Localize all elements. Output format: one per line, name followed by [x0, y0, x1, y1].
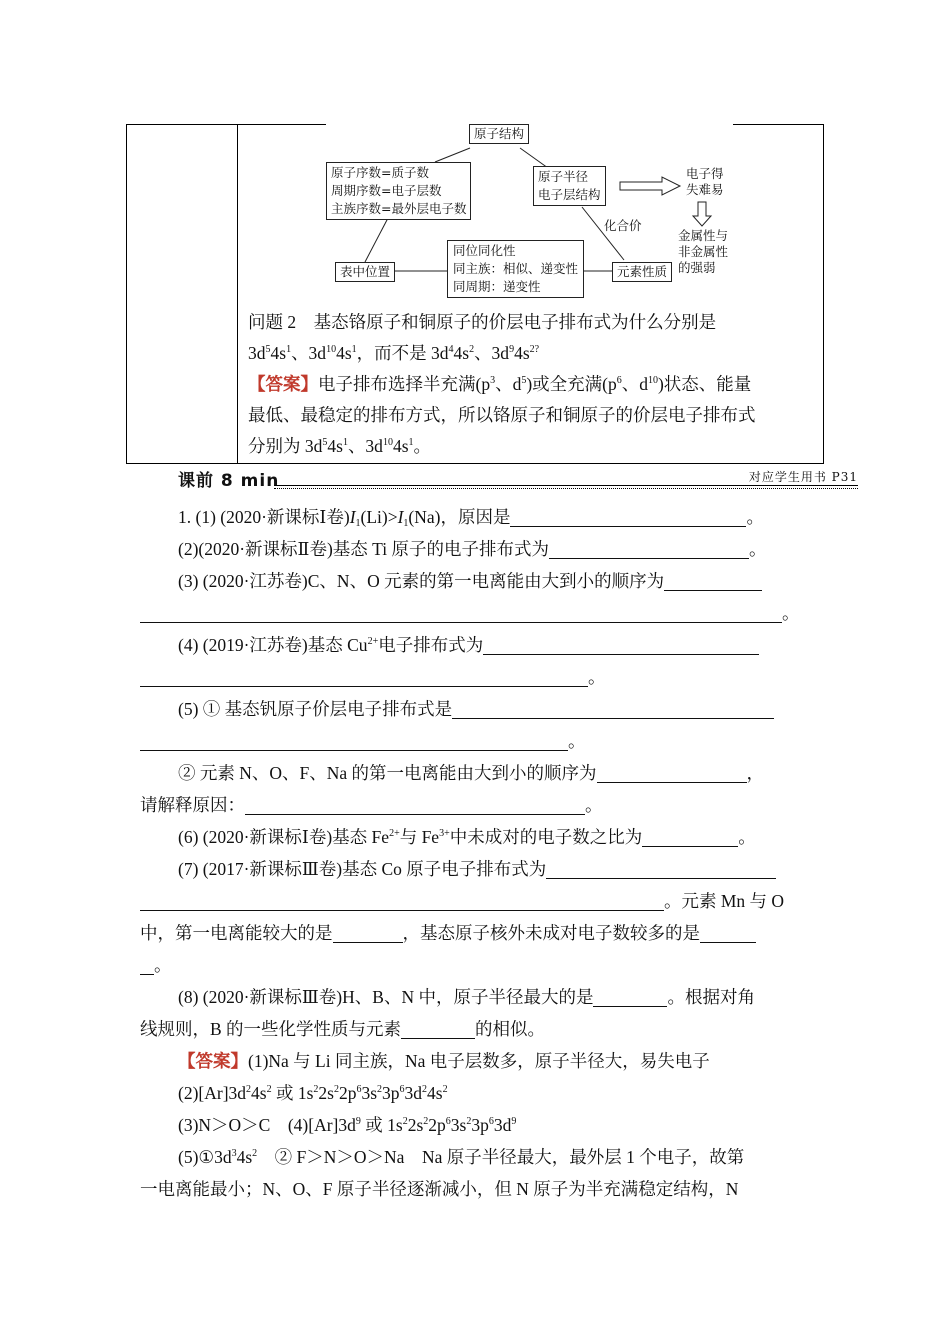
- q1-6: (6) (2020·新课标Ⅰ卷)基态 $Fe^{2+}$与 $Fe^{3+}$中未成对的电子数之比为 。: [178, 827, 756, 847]
- student-book-page-ref: 对应学生用书 P31: [748, 470, 858, 484]
- q1-7-blank-4[interactable]: [700, 924, 756, 943]
- q1-7-blank-5[interactable]: [140, 956, 154, 975]
- relation-line-1: 原子序数=质子数: [331, 165, 429, 180]
- answers-label: 【答案】: [178, 1051, 248, 1071]
- similarity-line-1: 同位同化性: [453, 243, 516, 258]
- similarity-box: [447, 240, 584, 298]
- answer-1: 【答案】(1)Na 与 Li 同主族，Na 电子层数多，原子半径大，易失电子: [178, 1051, 710, 1071]
- q1-7-blank-3[interactable]: [333, 924, 403, 943]
- q1-4-blank-2[interactable]: [140, 668, 588, 687]
- q1-5-2-blank[interactable]: [597, 764, 747, 783]
- q1-6-blank[interactable]: [642, 828, 738, 847]
- q2-answer-line-2: 最低、最稳定的排布方式，所以铬原子和铜原子的价层电子排布式: [248, 405, 756, 425]
- atom-structure-box: 原子结构: [469, 124, 529, 144]
- similarity-line-2: 同主族：相似、递变性: [453, 261, 579, 276]
- valence-label: 化合价: [604, 218, 642, 233]
- q1-5-2-reason: 请解释原因： 。: [140, 795, 603, 815]
- q1-5-1: (5) ① 基态钒原子价层电子排布式是: [178, 697, 774, 721]
- table-position-box: 表中位置: [335, 262, 395, 282]
- q2-answer-line-3: 分别为 $3d^54s^1$、$3d^{10}4s^1$。: [248, 436, 431, 456]
- radius-line-2: 电子层结构: [538, 187, 601, 202]
- metal-line-3: 的强弱: [678, 260, 716, 275]
- q1-7-blank-2[interactable]: [140, 892, 664, 911]
- q1-2-blank[interactable]: [549, 540, 749, 559]
- similarity-line-3: 同周期：递变性: [453, 279, 541, 294]
- q2-answer-line-1: 【答案】电子排布选择半充满($p^3$、$d^5$)或全充满($p^6$、$d^{10}$)状态、能量: [248, 374, 752, 394]
- q1-7-line-4: 。: [140, 953, 172, 977]
- q1-7: (7) (2017·新课标Ⅲ卷)基态 Co 原子电子排布式为: [178, 857, 776, 881]
- q1-8-continued: 线规则，B 的一些化学性质与元素 的相似。: [140, 1019, 546, 1039]
- table-top-border-left: [126, 124, 326, 125]
- q1-5-1-blank[interactable]: [452, 700, 774, 719]
- q1-3-blank-2[interactable]: [140, 604, 782, 623]
- q1-5-2-reason-blank[interactable]: [245, 796, 585, 815]
- answer-2: $(2)[Ar]3d^24s^2$ 或 $1s^22s^22p^63s^23p^63d^24s^2$: [178, 1083, 448, 1103]
- metal-line-2: 非金属性: [678, 244, 729, 259]
- electron-line-1: 电子得: [686, 166, 724, 181]
- q2-question-line-1: 问题 2 基态铬原子和铜原子的价层电子排布式为什么分别是: [248, 312, 717, 332]
- q1-4-continued: 。: [140, 665, 606, 689]
- q1-5-1-continued: 。: [140, 729, 586, 753]
- answer-label: 【答案】: [248, 374, 318, 394]
- header-rule: [274, 485, 858, 489]
- q1-8-blank-2[interactable]: [401, 1020, 475, 1039]
- q1-2: (2)(2020·新课标Ⅱ卷)基态 Ti 原子的电子排布式为 。: [178, 539, 767, 559]
- q1-5-1-blank-2[interactable]: [140, 732, 568, 751]
- q1-4: (4) (2019·江苏卷)基态 $Cu^{2+}$电子排布式为: [178, 633, 759, 657]
- q1-5-2: ② 元素 N、O、F、Na 的第一电离能由大到小的顺序为 ，: [178, 763, 765, 783]
- section-title: 课前 8 min: [178, 471, 280, 491]
- q1-7-blank[interactable]: [546, 860, 776, 879]
- q1-8: (8) (2020·新课标Ⅲ卷)H、B、N 中，原子半径最大的是 。根据对角: [178, 987, 755, 1007]
- table-left-column: [126, 124, 238, 464]
- answer-5-continued: 一电离能最小；N、O、F 原子半径逐渐减小，但 N 原子为半充满稳定结构，N: [140, 1179, 739, 1199]
- relation-line-2: 周期序数=电子层数: [331, 183, 442, 198]
- answer-5: $(5)①3d^34s^2$ ② F＞N＞O＞Na Na 原子半径最大，最外层 1 个电子，故第: [178, 1147, 745, 1167]
- q1-7-continued: 。元素 Mn 与 O: [140, 889, 784, 913]
- relation-line-3: 主族序数=最外层电子数: [331, 201, 467, 216]
- relations-box: [326, 162, 471, 220]
- metal-line-1: 金属性与: [678, 228, 729, 243]
- q1-4-blank[interactable]: [483, 636, 759, 655]
- metallicity-text: [678, 228, 728, 276]
- section-header: [126, 464, 858, 490]
- table-right-border: [823, 124, 824, 464]
- q1-3: (3) (2020·江苏卷)C、N、O 元素的第一电离能由大到小的顺序为: [178, 569, 762, 593]
- answer-3-4: (3)N＞O＞C $(4)[Ar]3d^9$ 或 $1s^22s^22p^63s^23p^63d^9$: [178, 1115, 517, 1135]
- element-properties-box: 元素性质: [612, 262, 672, 282]
- q1-8-blank[interactable]: [593, 988, 667, 1007]
- electron-line-2: 失难易: [686, 182, 724, 197]
- q1-7-line-3: 中，第一电离能较大的是 ，基态原子核外未成对电子数较多的是: [140, 921, 756, 945]
- table-column-divider: [237, 124, 238, 464]
- electron-gain-loss-text: [686, 166, 724, 198]
- q1-3-continued: 。: [140, 601, 800, 625]
- radius-line-1: 原子半径: [538, 169, 589, 184]
- q1-1-blank[interactable]: [510, 508, 746, 527]
- q2-question-line-2: $3d^54s^1$、$3d^{10}4s^1$，而不是 $3d^44s^2$、$3d^94s^{2?}$: [248, 343, 540, 363]
- q1-1: 1. (1) (2020·新课标Ⅰ卷)$I_1(Li)>I_1(Na)$，原因是 。: [178, 507, 764, 529]
- radius-structure-box: [533, 166, 606, 206]
- q1-3-blank[interactable]: [664, 572, 762, 591]
